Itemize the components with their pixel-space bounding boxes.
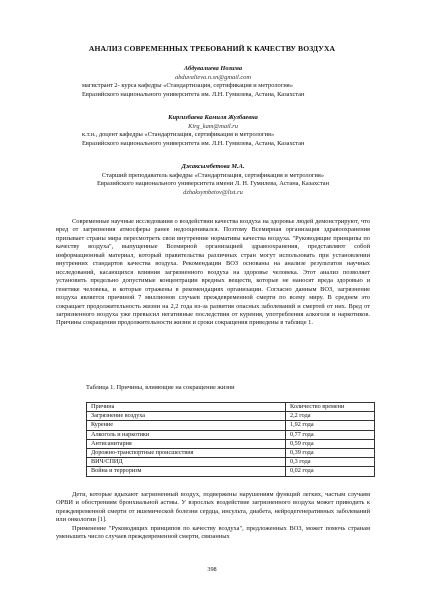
table-row: [87, 421, 375, 430]
table-cell: 0,77 года: [286, 430, 375, 439]
table-cell: 0,02 года: [286, 467, 375, 476]
author-block-2: [56, 114, 370, 148]
table-cell: ВИЧ/СПИД: [87, 458, 286, 467]
table-caption: Таблица 1. Причины, влияющие на сокращение жизни: [86, 384, 235, 391]
table-row: [87, 430, 375, 439]
reasons-table: [86, 402, 375, 477]
body-paragraph: Применение "Руководящих принципов по качеству воздуха", предложенных ВОЗ, может помочь странам уменьшить число случаев преждевременной смерти, связанных: [56, 524, 370, 541]
table-cell: 1,92 года: [286, 421, 375, 430]
author-affiliation: Евразийского национального университета им. Л.Н. Гумилева, Астана, Казахстан: [82, 139, 305, 147]
table-row: [87, 467, 375, 476]
table-row: [87, 412, 375, 421]
author-name: Киргизбаева Камиля Жузбаевна: [168, 114, 258, 121]
author-block-1: [56, 65, 370, 99]
author-name: Джаксымбетова М.А.: [181, 163, 245, 170]
table-header-cell: Причина: [87, 403, 286, 412]
author-block-3: [56, 163, 370, 197]
table-cell: Война и терроризм: [87, 467, 286, 476]
table-cell: 0,59 года: [286, 439, 375, 448]
author-affiliation: Евразийского национального университета имени Л. Н. Гумилева, Астана, Казахстан: [96, 180, 330, 188]
table-cell: Антисанитария: [87, 439, 286, 448]
author-affiliation: Старший преподаватель кафедры «Стандартизация, сертификация и метрология»: [101, 171, 325, 179]
author-email[interactable]: abduvalieva.n.sn@gmail.com: [175, 73, 251, 81]
table-cell: Загрязнение воздуха: [87, 412, 286, 421]
table-row: [87, 449, 375, 458]
body-paragraph: Дети, которые вдыхают загрязненный воздух, подвержены нарушениям функций легких, частым случаям ОРВИ и обострениям бронхиальной астмы. У взрослых воздействие загрязненного воздуха может приводить к преждевременной смерти от ишемической болезни сердца, инсульта, диабета, нейродегенеративных заболеваний или онкологии [1].: [56, 491, 370, 524]
table-header-cell: Количество времени: [286, 403, 375, 412]
table-cell: Дорожно-транспортные происшествия: [87, 449, 286, 458]
author-email[interactable]: Kirg_kam@mail.ru: [188, 122, 238, 130]
table-cell: 0,39 года: [286, 449, 375, 458]
author-email[interactable]: dzhaksymbetov@list.ru: [183, 188, 243, 196]
article-title: АНАЛИЗ СОВРЕМЕННЫХ ТРЕБОВАНИЙ К КАЧЕСТВУ ВОЗДУХА: [88, 44, 336, 53]
author-name: Абдувалиева Нозима: [183, 65, 243, 72]
table-cell: 0,3 года: [286, 458, 375, 467]
table-cell: Алкоголь и наркотики: [87, 430, 286, 439]
table-cell: Курение: [87, 421, 286, 430]
page-number: 398: [207, 566, 217, 573]
table-row: [87, 439, 375, 448]
table-header-row: [87, 403, 375, 412]
author-affiliation: Евразийского национального университета им. Л.Н. Гумилева, Астана, Казахстан: [82, 90, 305, 98]
body-paragraph-2-block: [56, 491, 370, 542]
body-paragraph-1-block: [56, 218, 370, 328]
author-affiliation: магистрант 2- курса кафедры «Стандартизация, сертификация и метрология»: [82, 82, 293, 90]
author-affiliation: к.т.н., доцент кафедры «Стандартизация, сертификация и метрология»: [82, 131, 275, 139]
table-row: [87, 458, 375, 467]
table-cell: 2,2 года: [286, 412, 375, 421]
body-paragraph: Современные научные исследования о воздействии качества воздуха на здоровье людей демонстрируют, что вред от загрязнения атмосферы ранее недооценивался. Поэтому Всемирная организация здравоохранения призывает страны мира пересмотреть свои внутренние нормативы качества воздуха. "Руководящие принципы по качеству воздуха", выпущенные Всемирной организацией здравоохранения, представляют собой информационный материал, который правительства различных стран могут использовать при установлении внутренних стандартов качества воздуха. Рекомендации ВОЗ основаны на анализе результатов научных исследований, касающихся влияния загрязненного воздуха на здоровье человека. Этот анализ позволяет установить предельно допустимые концентрации вредных веществ, которые не наносят вреда здоровью и генетике человека, и которые отражены в рекомендациях организации. Согласно данным ВОЗ, загрязнение воздуха является причиной 7 миллионов случаев преждевременной смерти по всему миру. В среднем это сокращает продолжительность жизни на 2,2 года из-за развития опасных заболеваний и смертей от них. Вред от загрязненного воздуха уже превысил негативные последствия от курения, употребления алкоголя и наркотиков. Причины сокращения продолжительности жизни и сроки сокращения приведены в таблице 1.: [56, 218, 370, 327]
